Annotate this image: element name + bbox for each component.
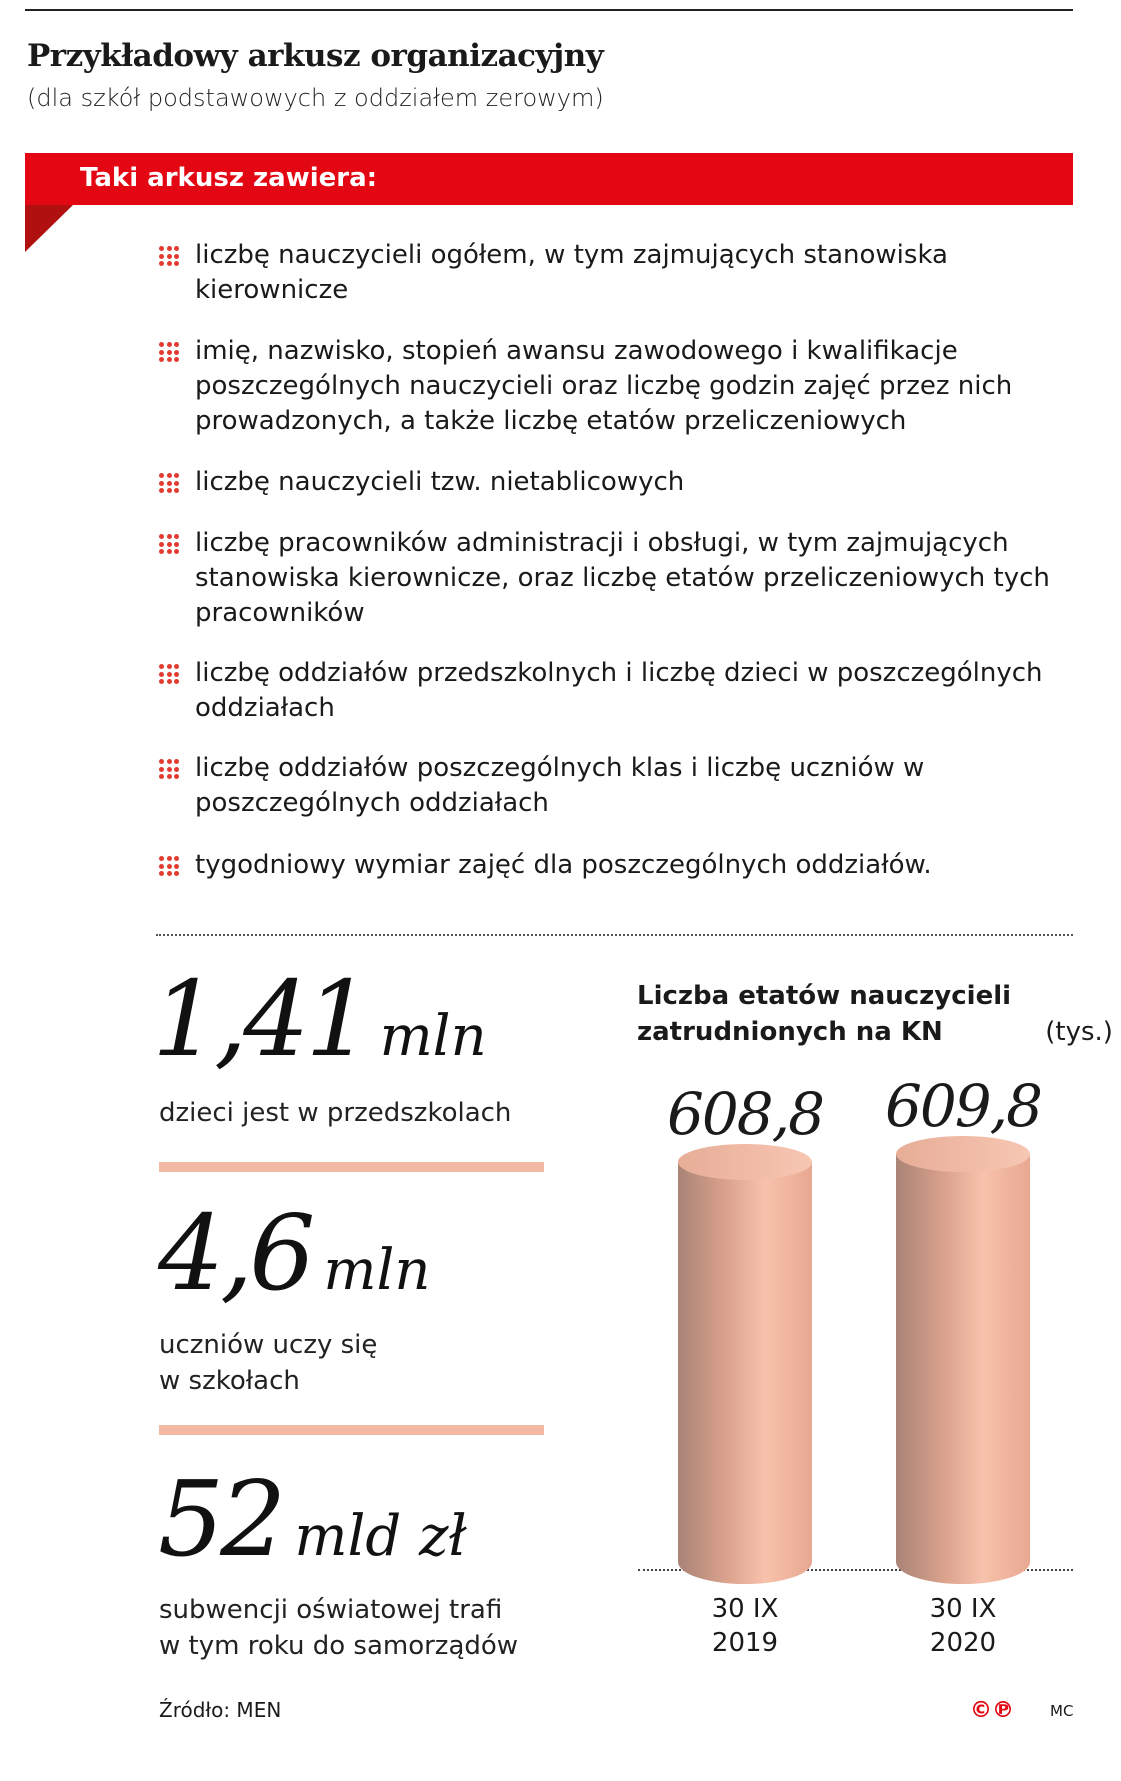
list-item: [159, 334, 1079, 439]
list-item-text: liczbę nauczycieli ogółem, w tym zajmujących stanowiska kierownicze: [195, 240, 948, 305]
list-item: [159, 465, 1079, 500]
list-item-text: liczbę nauczycieli tzw. nietablicowych: [195, 467, 685, 497]
stat-text-3: [159, 1592, 518, 1664]
list-item-text: liczbę pracowników administracji i obsługi, w tym zajmujących stanowiska kierownicze, oraz liczbę etatów przeliczeniowych tych pracowników: [195, 528, 1050, 628]
stat-unit: mln: [323, 1238, 431, 1303]
source-note: Źródło: MEN: [159, 1698, 282, 1722]
stat-value: 4,6: [158, 1192, 312, 1314]
bar-value-label: 609,8: [884, 1072, 1042, 1140]
stat-number-2: [158, 1192, 430, 1314]
copyright-logo: ©℗: [970, 1698, 1014, 1723]
x-tick-line: 2019: [711, 1628, 779, 1658]
x-tick-line: 30 IX: [929, 1594, 997, 1624]
banner-fold: [25, 205, 73, 252]
x-tick-line: 30 IX: [711, 1594, 779, 1624]
stat-number-3: [158, 1458, 467, 1580]
bullet-dots-icon: [159, 246, 183, 266]
stat-value: 1,41: [152, 958, 368, 1080]
page-subtitle: (dla szkół podstawowych z oddziałem zerowym): [27, 84, 604, 112]
x-tick-line: 2020: [929, 1628, 997, 1658]
list-item: [159, 656, 1079, 726]
stat-unit: mld zł: [294, 1504, 467, 1569]
section-banner: [25, 153, 1073, 205]
cylinder-top: [896, 1136, 1030, 1172]
bullet-dots-icon: [159, 473, 183, 493]
list-item: [159, 238, 1079, 308]
chart-title-bold: Liczba etatów nauczycieli zatrudnionych na KN: [637, 981, 1012, 1047]
page-title: Przykładowy arkusz organizacyjny: [27, 38, 604, 74]
stat-separator: [159, 1425, 544, 1435]
stat-number-1: [152, 958, 487, 1080]
stat-unit: mln: [379, 1004, 487, 1069]
stat-text-2: [159, 1327, 377, 1399]
chart-title-unit: (tys.): [1045, 1017, 1113, 1047]
stat-text-line: w szkołach: [159, 1366, 300, 1396]
top-rule: [25, 9, 1073, 11]
x-tick-label: [675, 1592, 815, 1660]
bullet-dots-icon: [159, 664, 183, 684]
bullet-dots-icon: [159, 342, 183, 362]
stat-text-line: subwencji oświatowej trafi: [159, 1595, 503, 1625]
bullet-dots-icon: [159, 856, 183, 876]
bar-cylinder: [678, 1162, 812, 1584]
list-item-text: tygodniowy wymiar zajęć dla poszczególnych oddziałów.: [195, 850, 932, 880]
list-item-text: liczbę oddziałów poszczególnych klas i liczbę uczniów w poszczególnych oddziałach: [195, 753, 925, 818]
list-item-text: imię, nazwisko, stopień awansu zawodowego i kwalifikacje poszczególnych nauczycieli oraz liczbę godzin zajęć przez nich prowadzonych, a także liczbę etatów przeliczeniowych: [195, 336, 1013, 436]
author-initials: MC: [1050, 1702, 1074, 1720]
list-item: [159, 751, 1079, 821]
bar-value-label: 608,8: [666, 1079, 824, 1148]
stat-separator: [159, 1162, 544, 1172]
bullet-dots-icon: [159, 759, 183, 779]
list-item: [159, 526, 1079, 631]
bullet-dots-icon: [159, 534, 183, 554]
list-item: [159, 848, 1079, 883]
bar-cylinder: [896, 1154, 1030, 1584]
stat-text-line: uczniów uczy się: [159, 1330, 378, 1360]
cylinder-top: [678, 1144, 812, 1180]
stat-text-1: dzieci jest w przedszkolach: [159, 1098, 512, 1128]
banner-label: Taki arkusz zawiera:: [80, 163, 378, 193]
chart-title: [637, 978, 1113, 1050]
dotted-divider: [156, 934, 1073, 936]
x-tick-label: [893, 1592, 1033, 1660]
stat-value: 52: [158, 1458, 283, 1580]
list-item-text: liczbę oddziałów przedszkolnych i liczbę dzieci w poszczególnych oddziałach: [195, 658, 1043, 723]
stat-text-line: w tym roku do samorządów: [159, 1631, 519, 1661]
